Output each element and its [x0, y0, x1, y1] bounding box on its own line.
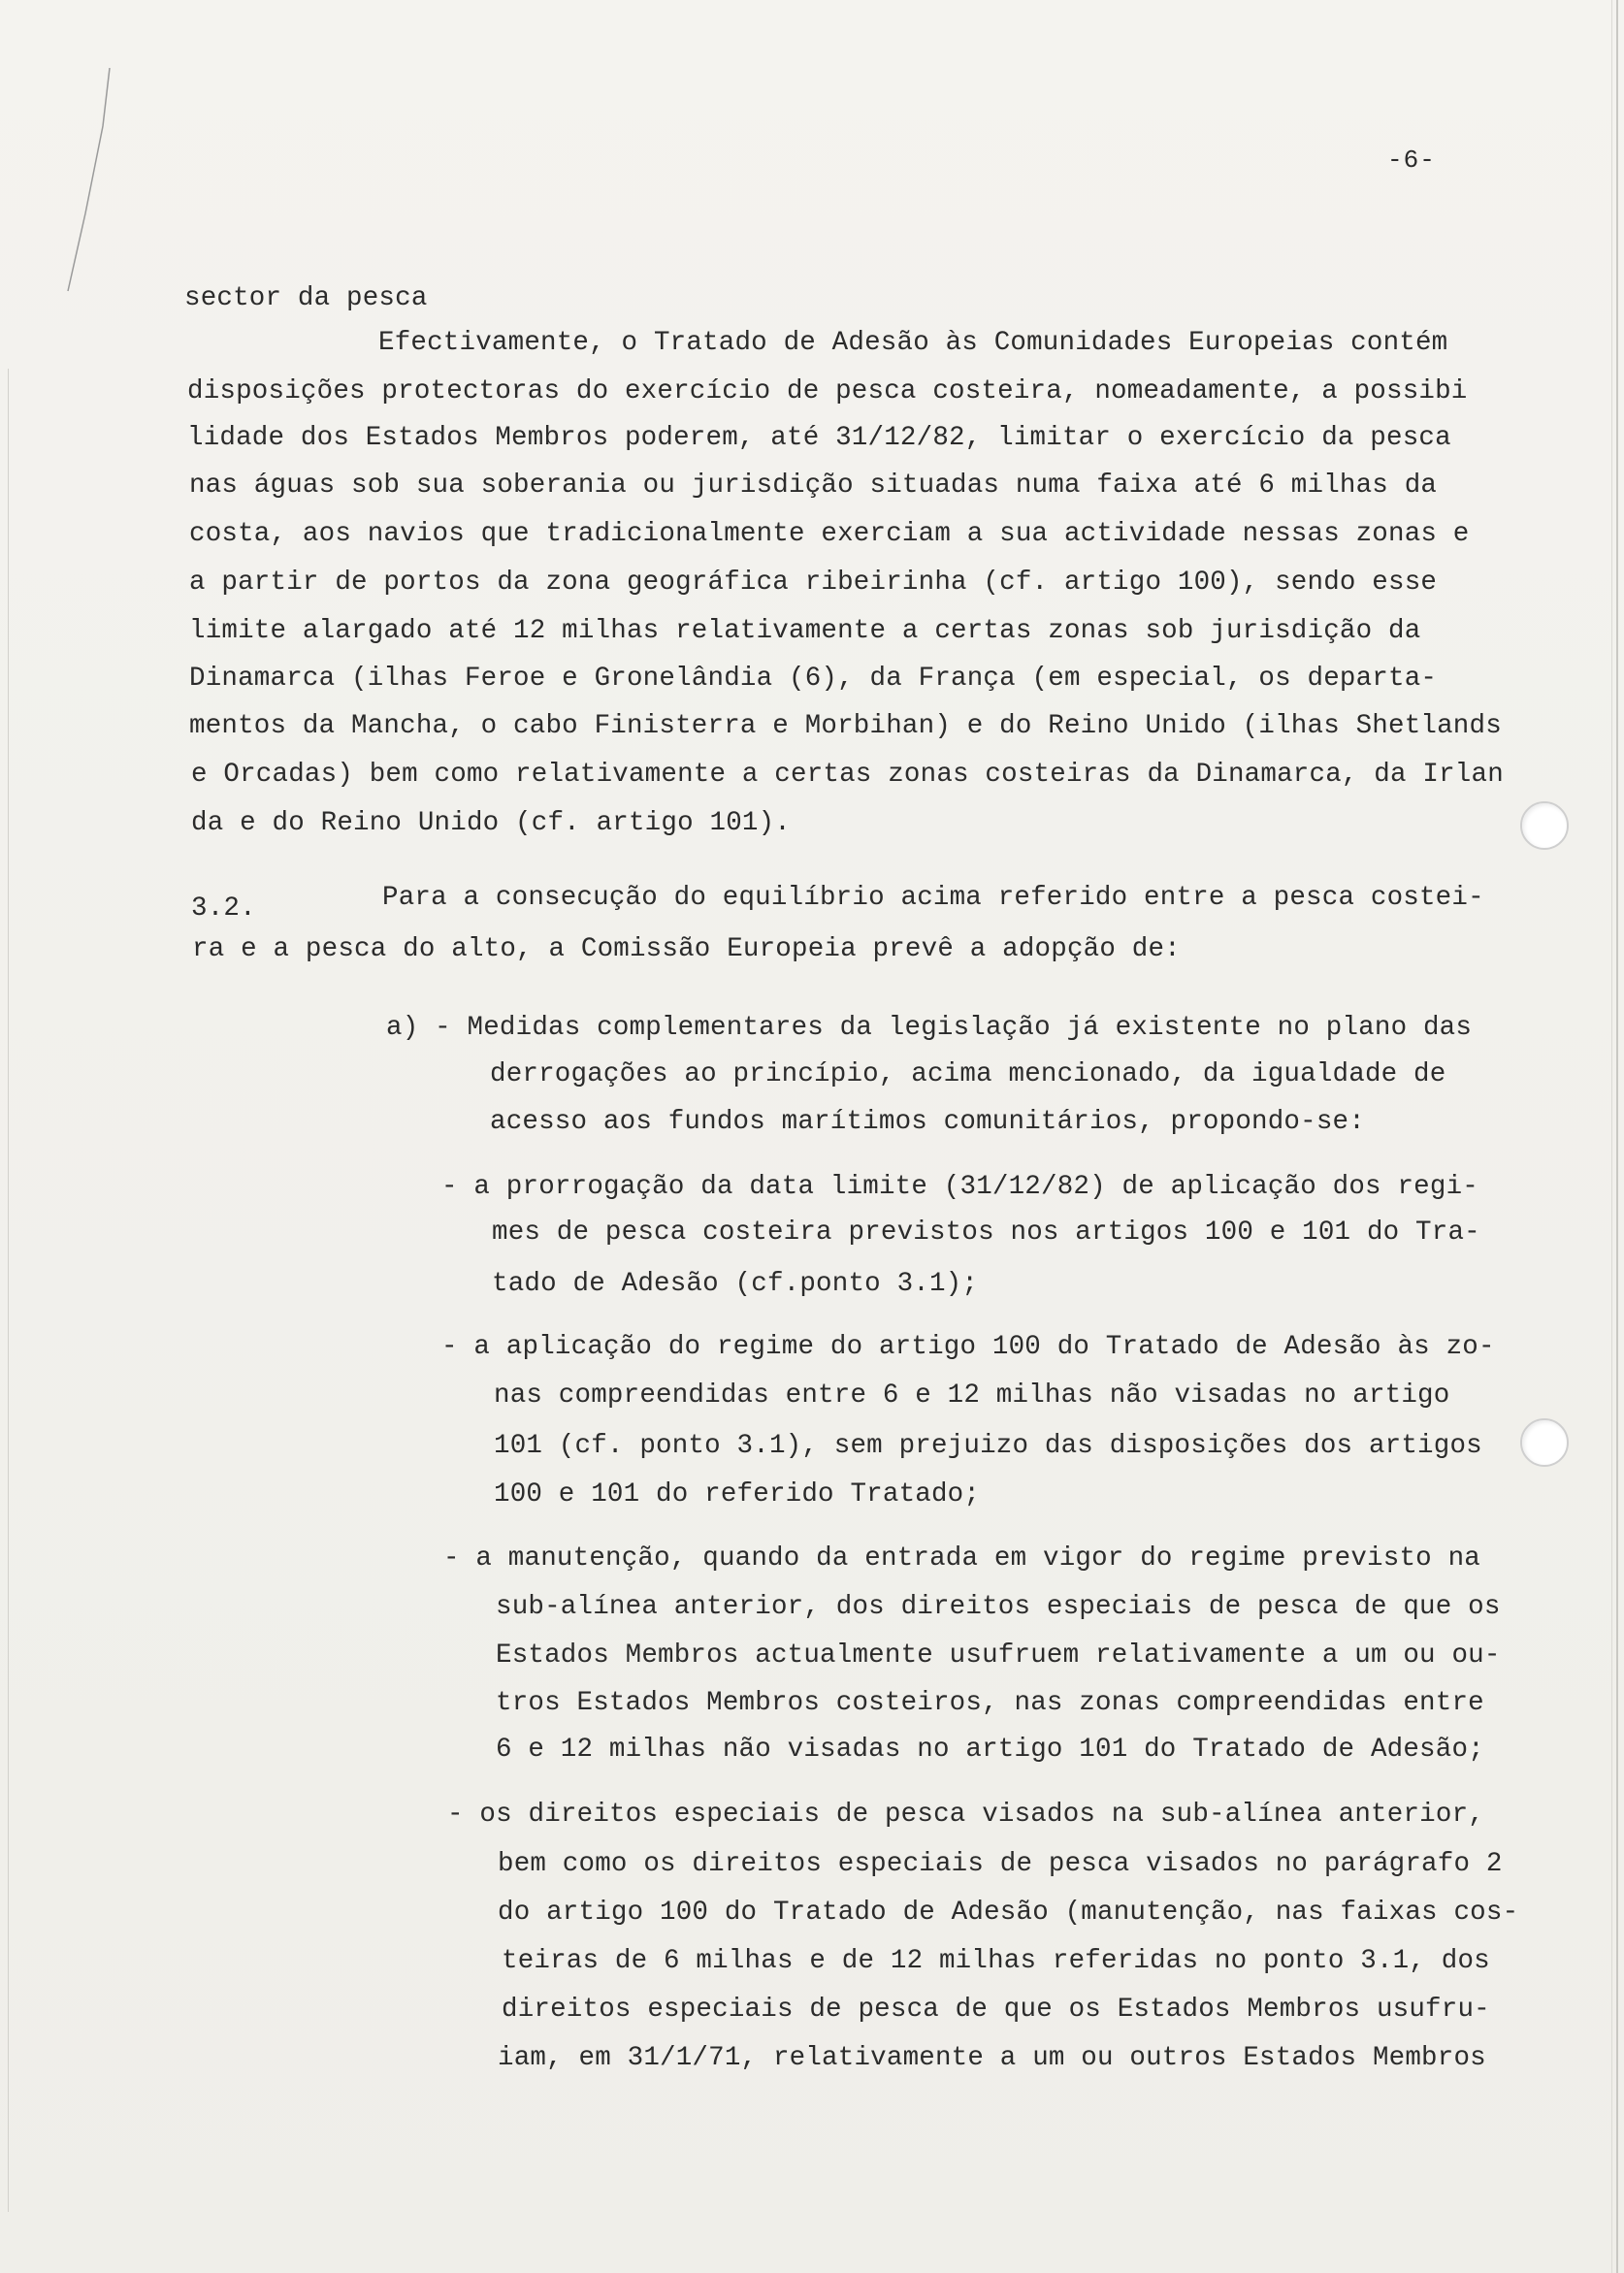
- text-line: nas águas sob sua soberania ou jurisdição situadas numa faixa até 6 milhas da: [189, 471, 1438, 501]
- text-line: teiras de 6 milhas e de 12 milhas referidas no ponto 3.1, dos: [502, 1946, 1490, 1976]
- text-line: mentos da Mancha, o cabo Finisterra e Morbihan) e do Reino Unido (ilhas Shetlands: [189, 711, 1502, 741]
- section-number: 3.2.: [191, 893, 256, 924]
- text-line: 100 e 101 do referido Tratado;: [494, 1479, 981, 1510]
- text-line: e Orcadas) bem como relativamente a certas zonas costeiras da Dinamarca, da Irlan: [191, 760, 1504, 790]
- text-line: Efectivamente, o Tratado de Adesão às Comunidades Europeias contém: [378, 328, 1448, 358]
- text-line: a partir de portos da zona geográfica ribeirinha (cf. artigo 100), sendo esse: [189, 568, 1438, 598]
- text-line: ra e a pesca do alto, a Comissão Europeia prevê a adopção de:: [192, 934, 1181, 964]
- text-line: tado de Adesão (cf.ponto 3.1);: [492, 1269, 979, 1299]
- text-line: lidade dos Estados Membros poderem, até 31/12/82, limitar o exercício da pesca: [187, 423, 1451, 453]
- margin-pencil-mark: [56, 68, 114, 359]
- text-line: Estados Membros actualmente usufruem relativamente a um ou ou-: [496, 1640, 1501, 1671]
- text-line: disposições protectoras do exercício de pesca costeira, nomeadamente, a possibi: [187, 376, 1468, 406]
- text-line: sub-alínea anterior, dos direitos especiais de pesca de que os: [496, 1592, 1501, 1622]
- bullet-item: - a prorrogação da data limite (31/12/82) de aplicação dos regi-: [441, 1172, 1478, 1202]
- text-line: Para a consecução do equilíbrio acima referido entre a pesca costei-: [382, 883, 1484, 913]
- text-line: acesso aos fundos marítimos comunitários, propondo-se:: [490, 1107, 1365, 1137]
- text-line: da e do Reino Unido (cf. artigo 101).: [191, 808, 791, 838]
- text-line: sector da pesca: [184, 283, 428, 313]
- text-line: 6 e 12 milhas não visadas no artigo 101 do Tratado de Adesão;: [496, 1735, 1484, 1765]
- text-line: Dinamarca (ilhas Feroe e Gronelândia (6), da França (em especial, os departa-: [189, 664, 1438, 694]
- text-line: do artigo 100 do Tratado de Adesão (manutenção, nas faixas cos-: [498, 1898, 1519, 1928]
- bullet-item: - a manutenção, quando da entrada em vigor do regime previsto na: [443, 1543, 1480, 1574]
- page-number: -6-: [1387, 146, 1436, 175]
- text-line: mes de pesca costeira previstos nos artigos 100 e 101 do Tra-: [492, 1218, 1480, 1248]
- text-line: derrogações ao princípio, acima mencionado, da igualdade de: [490, 1059, 1446, 1089]
- bullet-item: - a aplicação do regime do artigo 100 do Tratado de Adesão às zo-: [441, 1332, 1495, 1362]
- page-edge-right-inner: [1611, 0, 1612, 2273]
- text-line: limite alargado até 12 milhas relativamente a certas zonas sob jurisdição da: [189, 616, 1421, 646]
- page-edge-right: [1616, 0, 1618, 2273]
- punch-hole-icon: [1520, 1418, 1569, 1467]
- text-line: 101 (cf. ponto 3.1), sem prejuizo das disposições dos artigos: [494, 1431, 1482, 1461]
- page-edge-left: [8, 369, 9, 2212]
- text-line: bem como os direitos especiais de pesca visados no parágrafo 2: [498, 1849, 1503, 1879]
- bullet-item: - os direitos especiais de pesca visados na sub-alínea anterior,: [447, 1800, 1484, 1830]
- text-line: iam, em 31/1/71, relativamente a um ou outros Estados Membros: [498, 2043, 1486, 2073]
- punch-hole-icon: [1520, 801, 1569, 850]
- text-line: costa, aos navios que tradicionalmente exerciam a sua actividade nessas zonas e: [189, 519, 1470, 549]
- text-line: tros Estados Membros costeiros, nas zonas compreendidas entre: [496, 1688, 1484, 1718]
- text-line: nas compreendidas entre 6 e 12 milhas não visadas no artigo: [494, 1380, 1450, 1411]
- text-line: direitos especiais de pesca de que os Estados Membros usufru-: [502, 1995, 1490, 2025]
- list-item-a: a) - Medidas complementares da legislação já existente no plano das: [386, 1013, 1473, 1043]
